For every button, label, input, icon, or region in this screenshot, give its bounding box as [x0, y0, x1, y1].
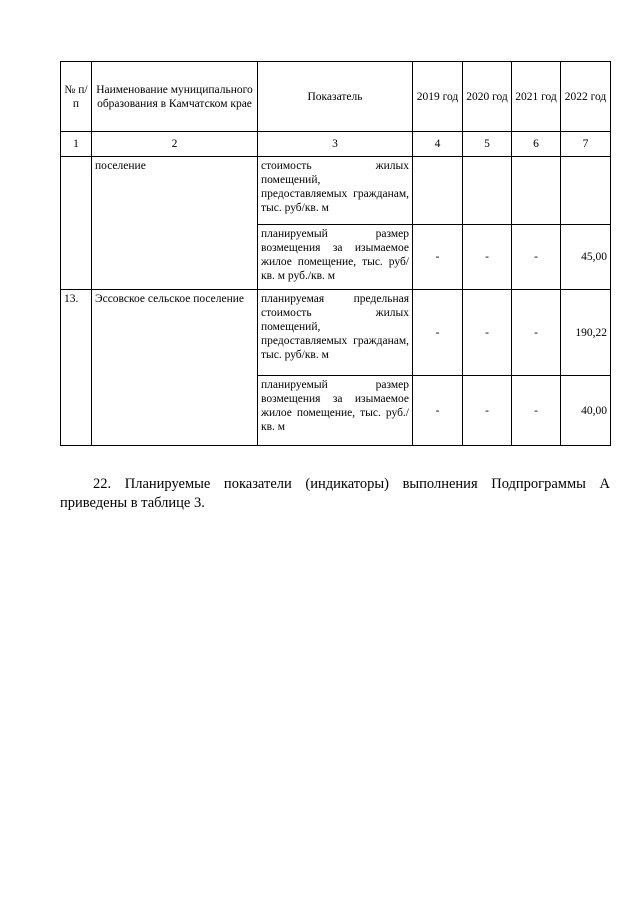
value-2021: - — [512, 376, 561, 446]
header-2020: 2020 год — [463, 62, 512, 132]
indicator-text: планируемый размер возмещения за изымаемое жилое помещение, тыс. руб./кв. м — [258, 376, 413, 446]
header-2021: 2021 год — [512, 62, 561, 132]
indicator-text: стоимость жилых помещений, предоставляемых гражданам, тыс. руб/кв. м — [258, 157, 413, 225]
municipality-name: Эссовское сельское поселение — [92, 290, 258, 446]
row-num — [61, 157, 92, 290]
col-number: 6 — [512, 132, 561, 157]
value-2020 — [463, 157, 512, 225]
body-paragraph: 22. Планируемые показатели (индикаторы) выполнения Подпрограммы А приведены в таблице 3. — [60, 476, 610, 511]
header-municipality: Наименование муниципального образования в Камчатском крае — [92, 62, 258, 132]
value-2021: - — [512, 290, 561, 376]
value-2022 — [561, 157, 611, 225]
value-2021 — [512, 157, 561, 225]
indicators-table — [60, 61, 611, 446]
value-2022: 40,00 — [561, 376, 611, 446]
municipality-name: поселение — [92, 157, 258, 290]
value-2019: - — [413, 225, 463, 290]
indicator-text: планируемый размер возмещения за изымаемое жилое помещение, тыс. руб/кв. м руб./кв. м — [258, 225, 413, 290]
col-number: 5 — [463, 132, 512, 157]
table-header-row — [61, 62, 611, 132]
value-2020: - — [463, 376, 512, 446]
indicator-text: планируемая предельная стоимость жилых помещений, предоставляемых гражданам, тыс. руб/кв. м — [258, 290, 413, 376]
col-number: 7 — [561, 132, 611, 157]
col-number: 4 — [413, 132, 463, 157]
table-row — [61, 157, 611, 225]
table-row — [61, 290, 611, 376]
value-2019 — [413, 157, 463, 225]
col-number: 2 — [92, 132, 258, 157]
column-number-row — [61, 132, 611, 157]
row-num: 13. — [61, 290, 92, 446]
col-number: 3 — [258, 132, 413, 157]
header-num: № п/п — [61, 62, 92, 132]
value-2019: - — [413, 290, 463, 376]
header-2022: 2022 год — [561, 62, 611, 132]
value-2022: 45,00 — [561, 225, 611, 290]
value-2020: - — [463, 290, 512, 376]
col-number: 1 — [61, 132, 92, 157]
value-2021: - — [512, 225, 561, 290]
value-2022: 190,22 — [561, 290, 611, 376]
value-2019: - — [413, 376, 463, 446]
value-2020: - — [463, 225, 512, 290]
header-indicator: Показатель — [258, 62, 413, 132]
header-2019: 2019 год — [413, 62, 463, 132]
